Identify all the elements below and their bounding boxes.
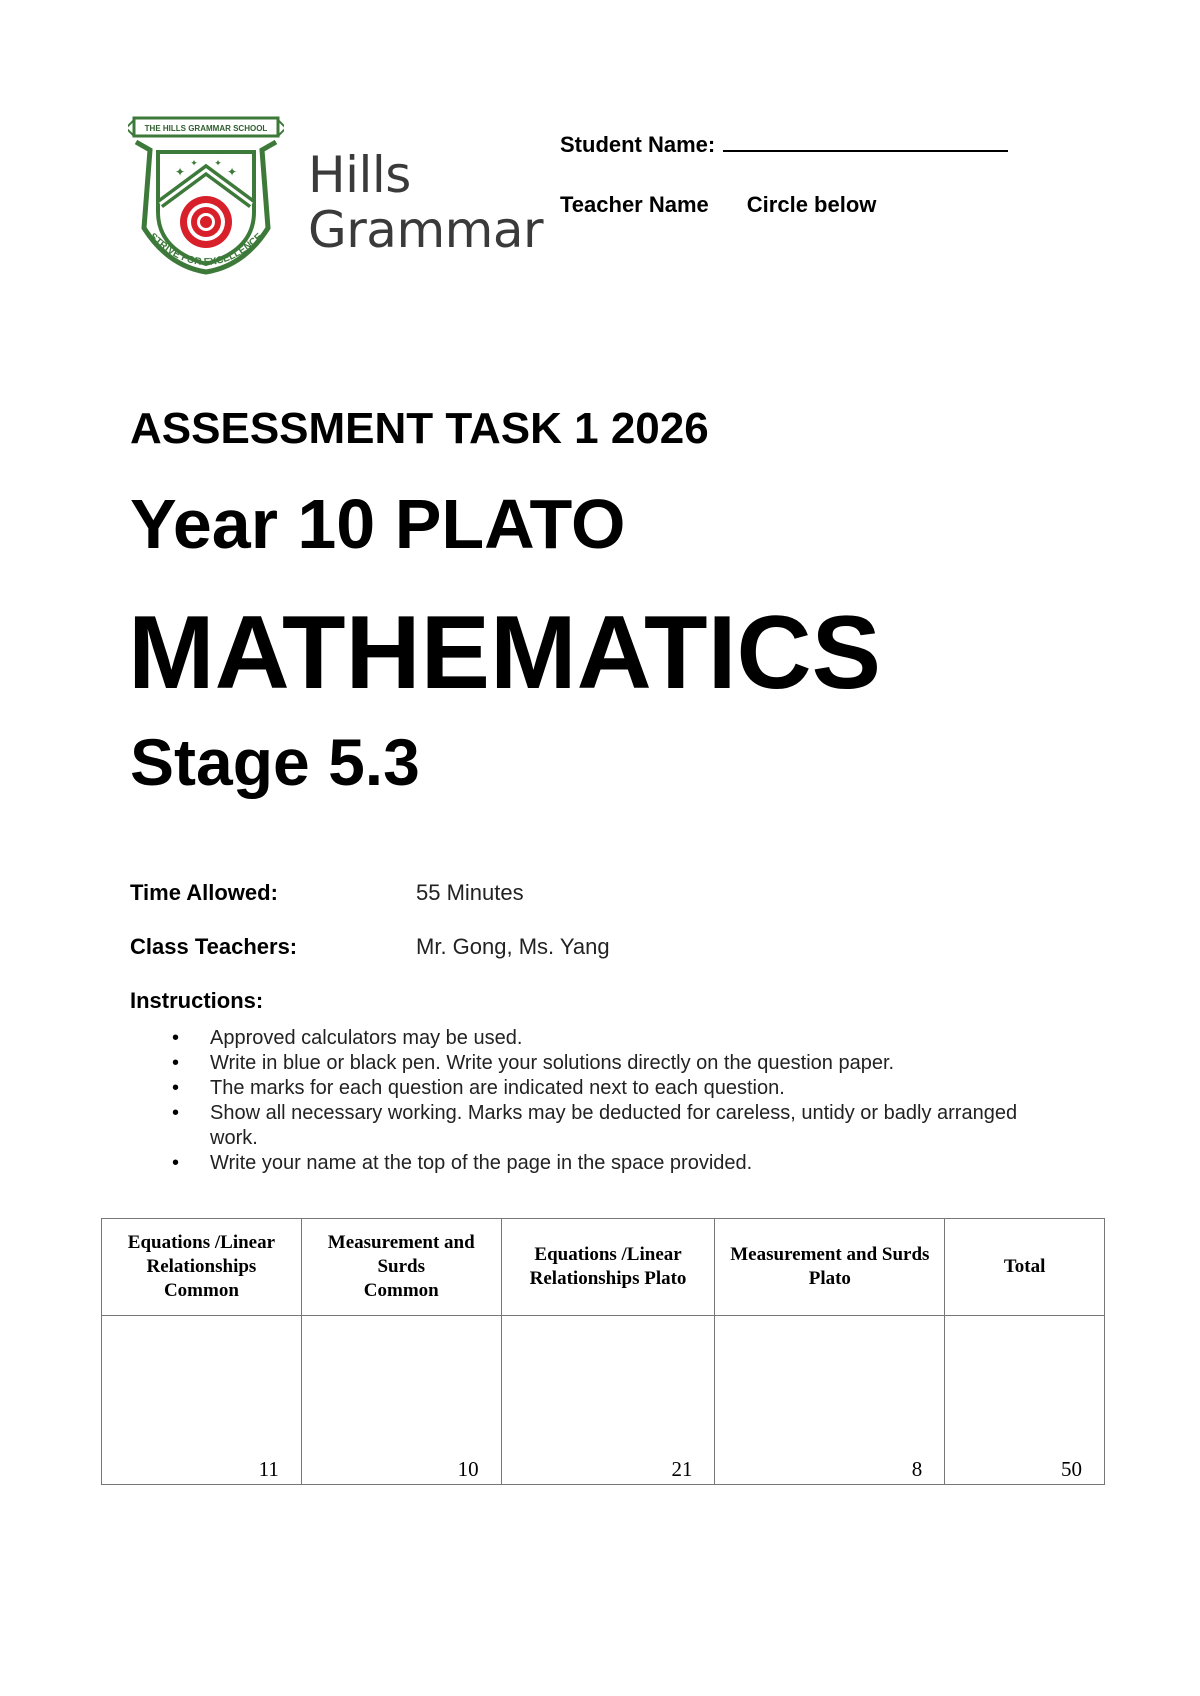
score-cell-equations-plato[interactable] [501, 1316, 715, 1485]
score-cell-measurement-plato[interactable] [715, 1316, 945, 1485]
circle-below-label: Circle below [746, 192, 877, 217]
instructions-list [160, 1026, 1060, 1176]
teacher-name-row [560, 192, 876, 218]
school-crest-logo [128, 108, 284, 278]
instructions-heading: Instructions: [130, 988, 264, 1013]
header-measurement-plato: Measurement and Surds Plato [715, 1219, 945, 1316]
wordmark-line-grammar: Grammar [308, 201, 544, 259]
instruction-item: • Write your name at the top of the page in the space provided. [160, 1151, 1060, 1176]
year-course-title: Year 10 PLATO [130, 485, 626, 563]
svg-text:✦: ✦ [226, 165, 238, 179]
instruction-item: • Approved calculators may be used. [160, 1026, 1060, 1051]
time-allowed-label: Time Allowed: [130, 880, 278, 905]
max-marks: 11 [258, 1457, 279, 1481]
svg-text:✦: ✦ [174, 165, 186, 179]
marks-table-score-row [102, 1316, 1105, 1485]
instruction-item: • Write in blue or black pen. Write your solutions directly on the question paper. [160, 1051, 1060, 1076]
instruction-item: • Show all necessary working. Marks may be deducted for careless, untidy or badly arranged work. [160, 1101, 1060, 1151]
score-cell-measurement-common[interactable] [301, 1316, 501, 1485]
class-teachers-label: Class Teachers: [130, 934, 298, 959]
svg-text:✦: ✦ [214, 158, 222, 168]
header-measurement-common: Measurement and Surds Common [301, 1219, 501, 1316]
header-total: Total [945, 1219, 1105, 1316]
subject-title: MATHEMATICS [128, 595, 881, 711]
school-wordmark [308, 148, 543, 258]
marks-table [101, 1218, 1105, 1485]
student-name-blank-line[interactable] [723, 130, 1008, 152]
score-cell-total[interactable] [945, 1316, 1105, 1485]
header-equations-common: Equations /Linear Relationships Common [102, 1219, 302, 1316]
instruction-item: • The marks for each question are indicated next to each question. [160, 1076, 1060, 1101]
max-marks: 8 [911, 1457, 923, 1481]
score-cell-equations-common[interactable] [102, 1316, 302, 1485]
max-marks: 50 [1061, 1457, 1082, 1481]
header-equations-plato: Equations /Linear Relationships Plato [501, 1219, 715, 1316]
time-allowed-value: 55 Minutes [416, 880, 524, 905]
teacher-name-label: Teacher Name [560, 192, 709, 217]
max-marks: 10 [457, 1457, 479, 1481]
svg-text:THE HILLS GRAMMAR SCHOOL: THE HILLS GRAMMAR SCHOOL [144, 124, 268, 133]
class-teachers-value: Mr. Gong, Ms. Yang [416, 934, 610, 959]
student-name-label: Student Name: [560, 132, 716, 157]
assessment-task-title: ASSESSMENT TASK 1 2026 [130, 404, 709, 453]
svg-text:✦: ✦ [190, 158, 198, 168]
stage-title: Stage 5.3 [130, 725, 420, 799]
marks-table-header-row [102, 1219, 1105, 1316]
student-name-row [560, 130, 1008, 158]
svg-text:STRIVE FOR EXCELLENCE: STRIVE FOR EXCELLENCE [147, 231, 265, 269]
max-marks: 21 [671, 1457, 693, 1481]
wordmark-line-hills: Hills [308, 146, 411, 204]
